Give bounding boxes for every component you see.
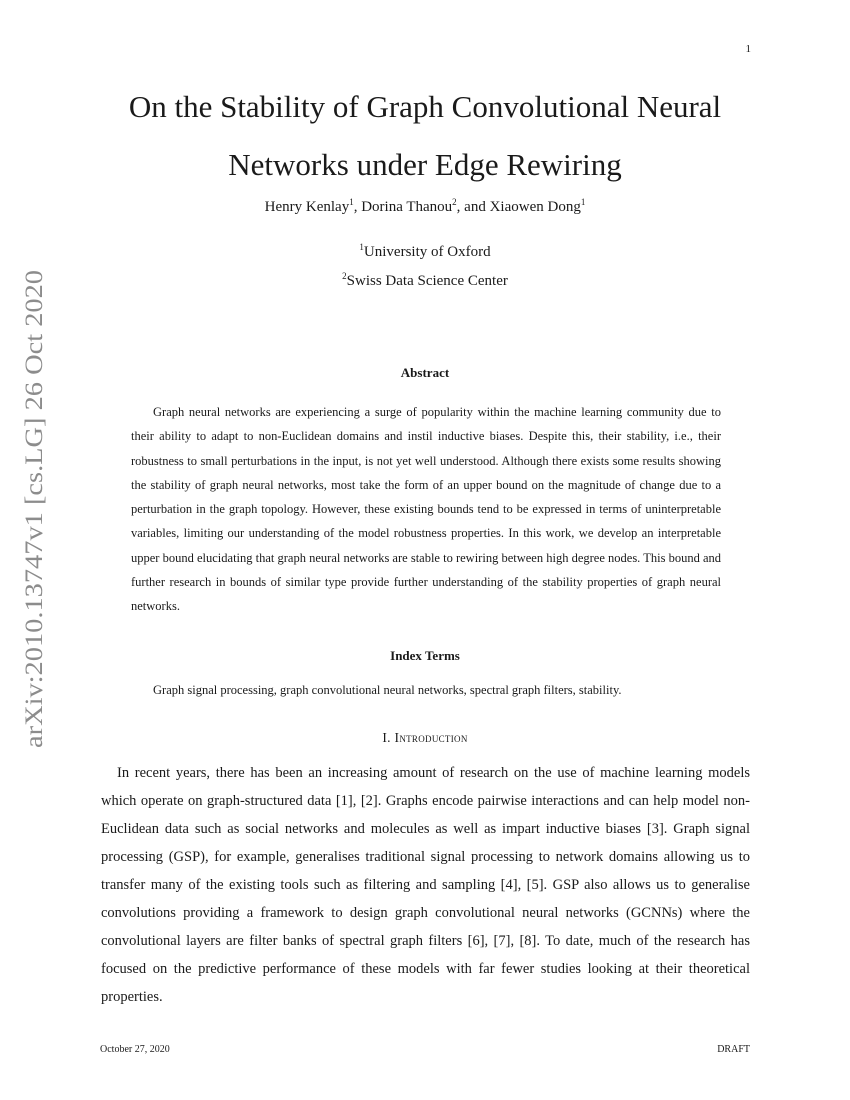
author-affiliation-marker: 2: [452, 197, 457, 207]
author-name: Xiaowen Dong: [489, 199, 581, 215]
affiliation-marker: 2: [342, 271, 347, 281]
paper-title: On the Stability of Graph Convolutional Neural Networks under Edge Rewiring: [128, 89, 722, 182]
arxiv-stamp: [12, 268, 72, 750]
author-list: [100, 199, 750, 216]
author-affiliation-marker: 1: [580, 197, 586, 207]
page-number: 1: [745, 43, 751, 55]
abstract-heading: Abstract: [400, 365, 450, 380]
abstract-body: Graph neural networks are experiencing a surge of popularity within the machine learning community due to their ability to adapt to non-Euclidean domains and instil inductive biases. Despite this, their stability, i.e., their robustness to small perturbations in the input, is not yet well understood. Although there exists some results showing the stability of graph neural networks, most take the form of an upper bound on the magnitude of change due to a perturbation in the graph topology. However, these existing bounds tend to be expressed in terms of uninterpretable variables, limiting our understanding of the model robustness properties. In this work, we develop an interpretable upper bound elucidating that graph neural networks are stable to rewiring between high degree nodes. This bound and further research in bounds of similar type provide further understanding of the stability properties of graph neural networks.: [131, 405, 721, 614]
section-heading: [100, 730, 750, 746]
author-name: Henry Kenlay: [264, 199, 350, 215]
author-affiliation-marker: 1: [349, 197, 354, 207]
affiliation-name: Swiss Data Science Center: [346, 273, 508, 289]
affiliation-name: University of Oxford: [363, 244, 491, 260]
introduction-paragraph: In recent years, there has been an increasing amount of research on the use of machine learning models which operate on graph-structured data [1], [2]. Graphs encode pairwise interactions and can help model non-Euclidean data such as social networks and molecules as well as impart inductive biases [3]. Graph signal processing (GSP), for example, generalises traditional signal processing to network domains allowing us to transfer many of the existing tools such as filtering and sampling [4], [5]. GSP also allows us to generalise convolutions providing a framework to design graph convolutional neural networks (GCNNs) where the convolutional layers are filter banks of spectral graph filters [6], [7], [8]. To date, much of the research has focused on the predictive performance of these models with far fewer studies looking at their theoretical properties.: [101, 765, 750, 1005]
section-number: I.: [382, 730, 391, 745]
index-terms-heading: Index Terms: [390, 648, 460, 663]
author-name: Dorina Thanou: [361, 199, 453, 215]
footer-draft-label: DRAFT: [717, 1044, 750, 1055]
section-title: Introduction: [394, 730, 468, 745]
affiliation: [100, 273, 750, 290]
author-separator: ,: [353, 199, 362, 215]
arxiv-stamp-text: arXiv:2010.13747v1 [cs.LG] 26 Oct 2020: [21, 327, 48, 748]
index-terms-body: Graph signal processing, graph convolutional neural networks, spectral graph filters, stability.: [153, 683, 622, 697]
author-separator: , and: [456, 199, 490, 215]
affiliation-marker: 1: [359, 242, 364, 252]
footer-date: October 27, 2020: [100, 1044, 170, 1055]
affiliation: [100, 244, 750, 261]
